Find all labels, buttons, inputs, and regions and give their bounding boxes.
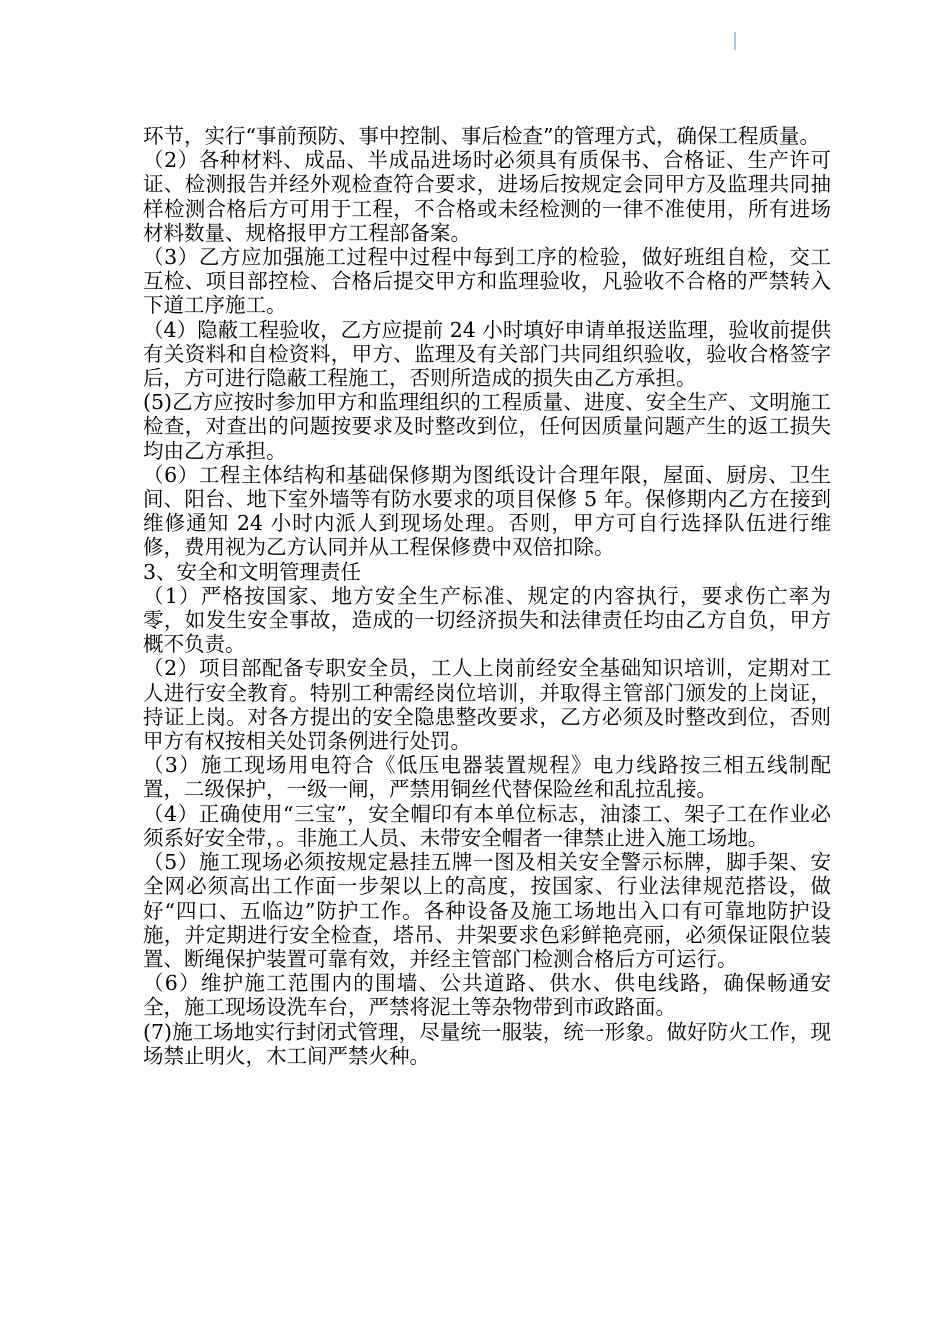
paragraph-safety-6: （6）维护施工范围内的围墙、公共道路、供水、供电线路，确保畅通安全，施工现场设洗车台，严禁将泥土等杂物带到市政路面。 (143, 971, 831, 1020)
paragraph-safety-7: (7)施工场地实行封闭式管理，尽量统一服装，统一形象。做好防火工作，现场禁止明火，木工间严禁火种。 (143, 1019, 831, 1068)
text-cursor-mark (734, 32, 736, 50)
paragraph-item-4-concealed-works: （4）隐蔽工程验收，乙方应提前 24 小时填好申请单报送监理，验收前提供有关资料和自检资料，甲方、监理及有关部门共同组织验收，验收合格签字后，方可进行隐蔽工程施工，否则所造成的损失由乙方承担。 (143, 317, 831, 391)
paragraph-safety-5: （5）施工现场必须按规定悬挂五牌一图及相关安全警示标牌，脚手架、安全网必须高出工作面一步架以上的高度，按国家、行业法律规范搭设，做好“四口、五临边”防护工作。各种设备及施工场地出入口有可靠地防护设施，并定期进行安全检查，塔吊、井架要求色彩鲜艳亮丽，必须保证限位装置、断绳保护装置可靠有效，并经主管部门检测合格后方可运行。 (143, 850, 831, 971)
paragraph-quality-management: 环节，实行“事前预防、事中控制、事后检查”的管理方式，确保工程质量。 (143, 124, 820, 148)
section-heading-safety: 3、安全和文明管理责任 (143, 559, 362, 584)
paragraph-item-2-materials: （2）各种材料、成品、半成品进场时必须具有质保书、合格证、生产许可证、检测报告并经外观检查符合要求，进场后按规定会同甲方及监理共同抽样检测合格后方可用于工程，不合格或未经检测的一律不准使用，所有进场材料数量、规格报甲方工程部备案。 (143, 148, 831, 245)
paragraph-item-6-warranty: （6）工程主体结构和基础保修期为图纸设计合理年限，屋面、厨房、卫生间、阳台、地下室外墙等有防水要求的项目保修 5 年。保修期内乙方在接到维修通知 24 小时内派人到现场处理。否则，甲方可自行选择队伍进行维修，费用视为乙方认同并从工程保修费中双倍扣除。 (143, 462, 831, 560)
paragraph-safety-1: （1）严格按国家、地方安全生产标准、规定的内容执行，要求伤亡率为零，如发生安全事故，造成的一切经济损失和法律责任均由乙方自负，甲方概不负责。 (143, 583, 831, 657)
document-body (143, 124, 831, 1068)
paragraph-safety-2: （2）项目部配备专职安全员，工人上岗前经安全基础知识培训，定期对工人进行安全教育。特别工种需经岗位培训，并取得主管部门颁发的上岗证，持证上岗。对各方提出的安全隐患整改要求，乙方必须及时整改到位，否则甲方有权按相关处罚条例进行处罚。 (143, 656, 831, 754)
paragraph-safety-4: （4）正确使用“三宝”，安全帽印有本单位标志，油漆工、架子工在作业必须系好安全带，。非施工人员、未带安全帽者一律禁止进入施工场地。 (143, 801, 831, 850)
paragraph-item-5-checks: (5)乙方应按时参加甲方和监理组织的工程质量、进度、安全生产、文明施工检查，对查出的问题按要求及时整改到位，任何因质量问题产生的返工损失均由乙方承担。 (143, 390, 831, 463)
paragraph-safety-3: （3）施工现场用电符合《低压电器装置规程》电力线路按三相五线制配置，二级保护，一级一闸，严禁用铜丝代替保险丝和乱拉乱接。 (143, 753, 831, 802)
paragraph-item-3-inspection: （3）乙方应加强施工过程中过程中每到工序的检验，做好班组自检，交工互检、项目部控检、合格后提交甲方和监理验收，凡验收不合格的严禁转入下道工序施工。 (143, 245, 831, 318)
